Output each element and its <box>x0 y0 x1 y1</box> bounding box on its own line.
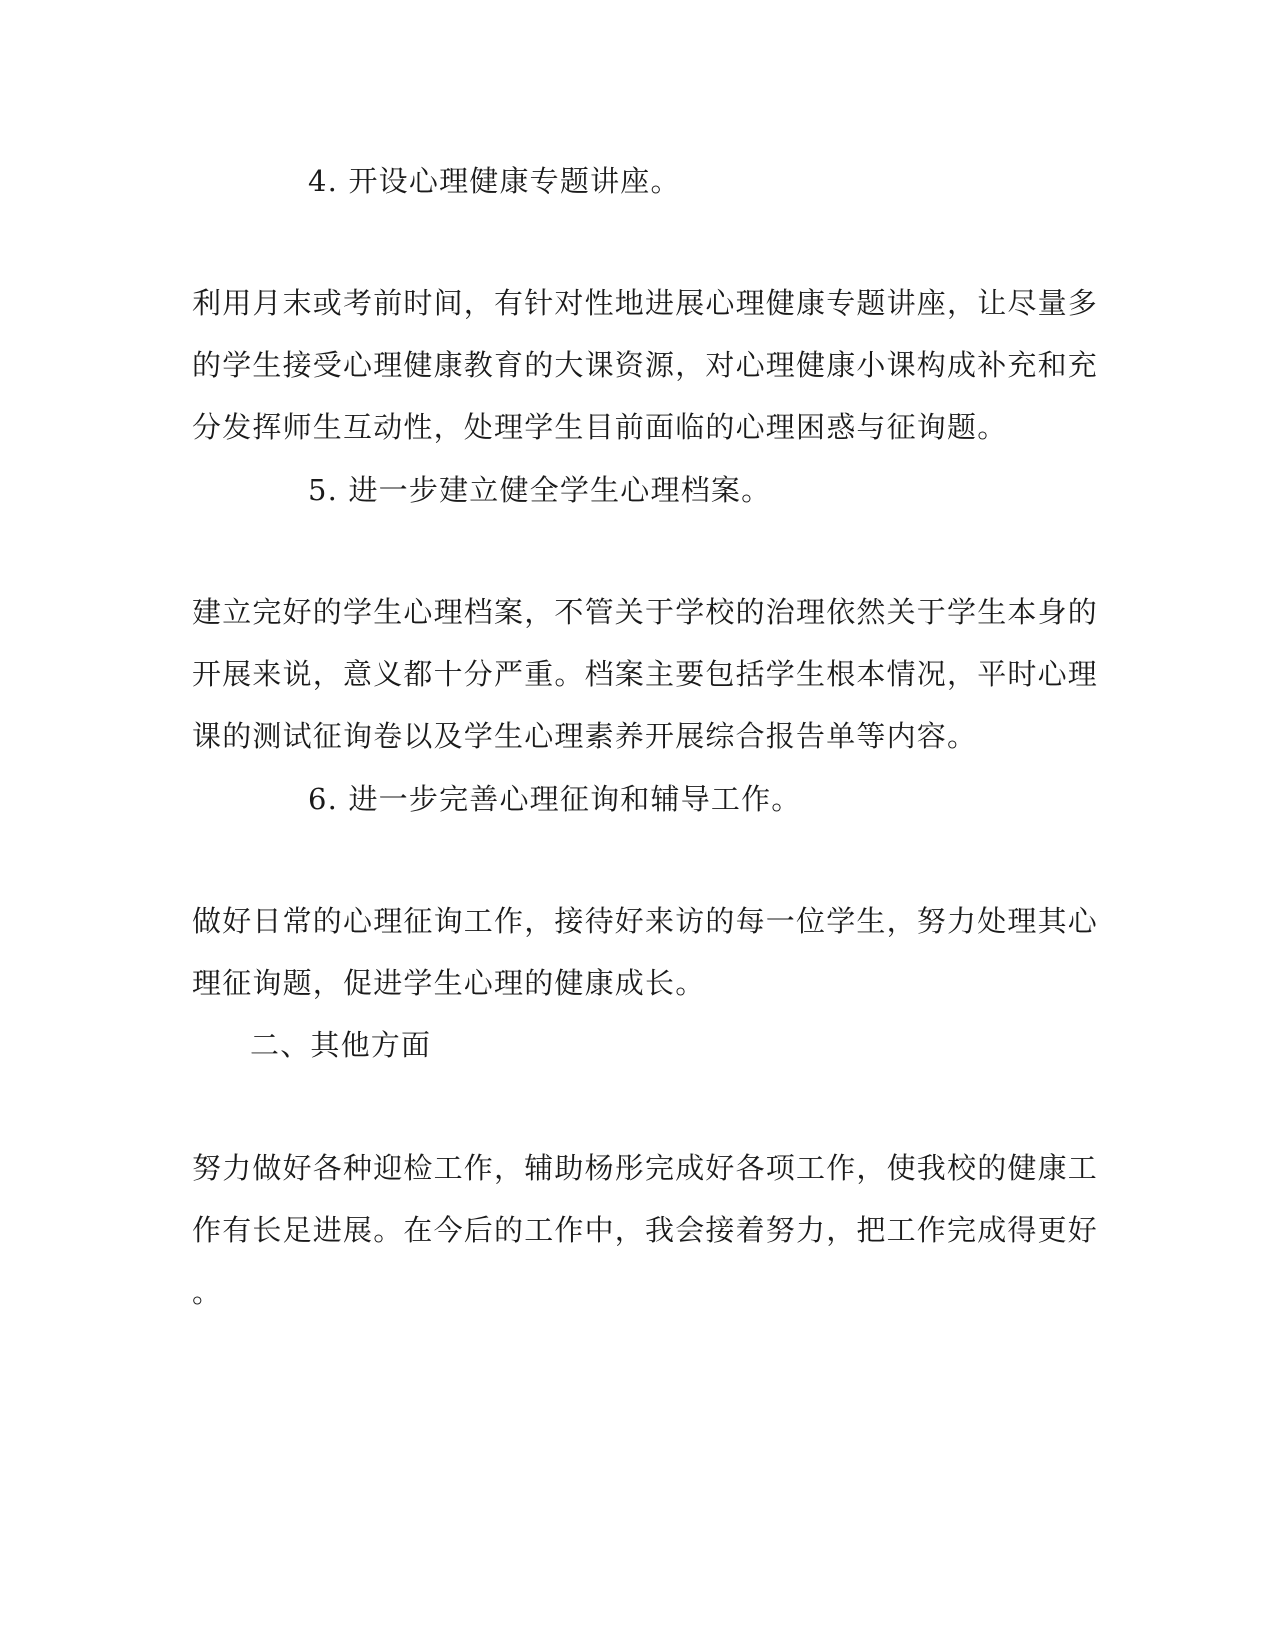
item-5-heading: 5. 进一步建立健全学生心理档案。 <box>308 473 772 507</box>
section-2-heading: 二、其他方面 <box>250 1028 432 1062</box>
item-4-body-line-3: 分发挥师生互动性，处理学生目前面临的心理困惑与征询题。 <box>192 410 1008 444</box>
section-2-body-line-3: 。 <box>192 1275 223 1309</box>
item-5-body-line-2: 开展来说，意义都十分严重。档案主要包括学生根本情况，平时心理 <box>192 657 1099 691</box>
item-4-body-line-2: 的学生接受心理健康教育的大课资源，对心理健康小课构成补充和充 <box>192 348 1099 382</box>
item-4-heading: 4. 开设心理健康专题讲座。 <box>308 164 681 198</box>
item-4-body-line-1: 利用月末或考前时间，有针对性地进展心理健康专题讲座，让尽量多 <box>192 286 1099 320</box>
item-5-body-line-3: 课的测试征询卷以及学生心理素养开展综合报告单等内容。 <box>192 719 978 753</box>
item-5-body-line-1: 建立完好的学生心理档案，不管关于学校的治理依然关于学生本身的 <box>192 595 1099 629</box>
section-2-body-line-2: 作有长足进展。在今后的工作中，我会接着努力，把工作完成得更好 <box>192 1213 1099 1247</box>
section-2-body-line-1: 努力做好各种迎检工作，辅助杨彤完成好各项工作，使我校的健康工 <box>192 1151 1099 1185</box>
item-6-body-line-1: 做好日常的心理征询工作，接待好来访的每一位学生，努力处理其心 <box>192 904 1099 938</box>
item-6-body-line-2: 理征询题，促进学生心理的健康成长。 <box>192 966 706 1000</box>
item-6-heading: 6. 进一步完善心理征询和辅导工作。 <box>308 782 802 816</box>
